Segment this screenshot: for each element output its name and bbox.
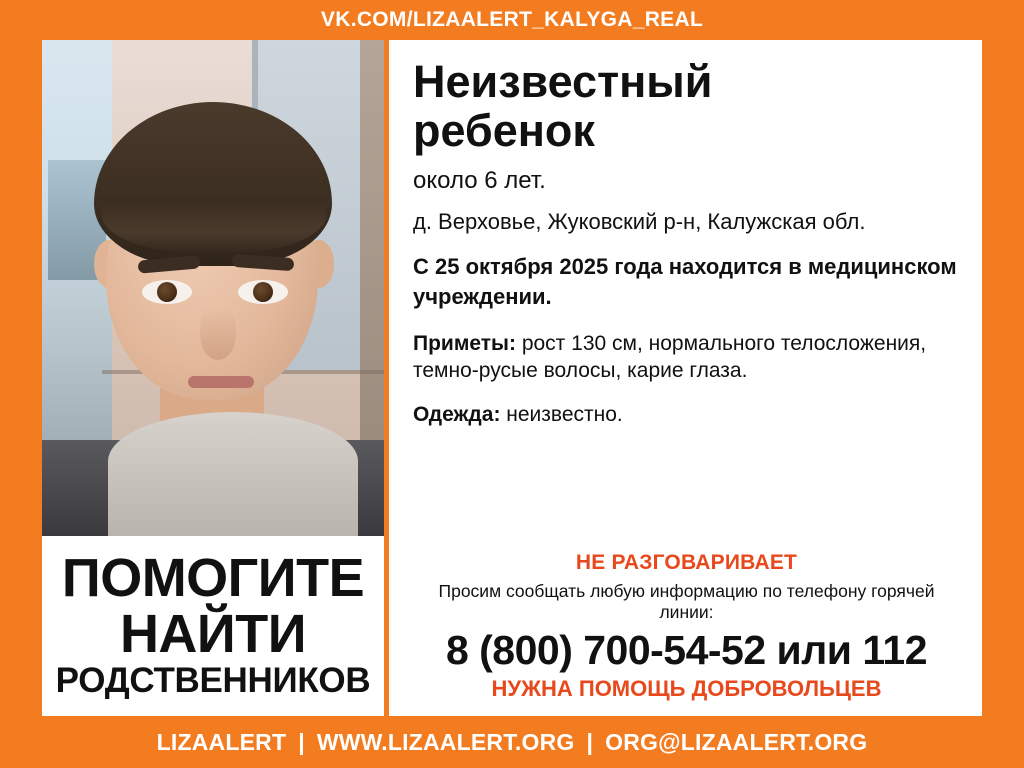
features-text: рост 130 см, нормального телосложения, темно-русые волосы, карие глаза. xyxy=(413,331,927,383)
help-line-2: НАЙТИ xyxy=(119,603,307,664)
no-speak-note: НЕ РАЗГОВАРИВАЕТ xyxy=(575,551,798,574)
separator-1: | xyxy=(298,728,305,755)
photo-nose xyxy=(200,308,236,360)
top-banner xyxy=(0,0,1024,40)
photo-mouth xyxy=(188,376,254,388)
photo-scarf xyxy=(108,412,358,536)
bottom-banner xyxy=(0,716,1024,768)
poster-card xyxy=(42,40,982,716)
page-title xyxy=(413,58,960,155)
website-link[interactable]: WWW.LIZAALERT.ORG xyxy=(316,728,575,755)
vk-link-text[interactable]: VK.COM/LIZAALERT_KALYGA_REAL xyxy=(320,8,704,31)
photo-eye-left xyxy=(142,280,192,304)
help-line-1: ПОМОГИТЕ xyxy=(61,547,365,608)
age-text: около 6 лет. xyxy=(413,167,546,195)
right-column xyxy=(389,40,982,716)
name-line-1: Неизвестный xyxy=(413,56,713,107)
features-row xyxy=(413,330,960,385)
hotline-phone[interactable]: 8 (800) 700-54-52 или 112 xyxy=(445,627,928,673)
help-headline xyxy=(42,536,384,716)
separator-2: | xyxy=(586,728,594,755)
status-text: С 25 октября 2025 года находится в медицинском учреждении. xyxy=(413,254,957,309)
photo-background xyxy=(42,40,384,536)
name-line-2: ребенок xyxy=(413,104,595,156)
left-column xyxy=(42,40,389,716)
features-label: Приметы: xyxy=(413,331,516,355)
clothes-text: неизвестно. xyxy=(506,403,623,427)
clothes-label: Одежда: xyxy=(413,403,501,427)
org-name: LIZAALERT xyxy=(156,728,287,755)
spacer xyxy=(413,427,960,551)
photo-door-frame xyxy=(360,40,384,470)
photo-eye-right xyxy=(238,280,288,304)
clothes-row xyxy=(413,403,960,427)
email-link[interactable]: ORG@LIZAALERT.ORG xyxy=(605,728,868,755)
hotline-instruction: Просим сообщать любую информацию по телефону горячей линии: xyxy=(438,581,935,622)
contact-block xyxy=(413,551,960,704)
help-line-3: РОДСТВЕННИКОВ xyxy=(55,660,371,700)
volunteers-note: НУЖНА ПОМОЩЬ ДОБРОВОЛЬЦЕВ xyxy=(491,676,882,701)
child-photo xyxy=(42,40,384,536)
location-text: д. Верховье, Жуковский р-н, Калужская обл. xyxy=(413,209,866,235)
